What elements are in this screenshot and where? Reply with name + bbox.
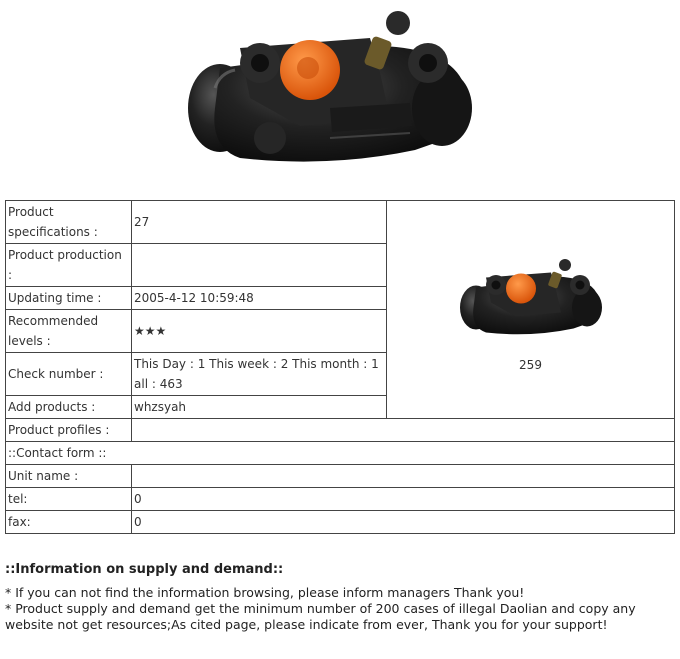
- profiles-value: [132, 419, 675, 442]
- check-number-value: This Day : 1 This week : 2 This month : 1 all : 463: [132, 353, 387, 396]
- recommended-stars: ★★★: [132, 310, 387, 353]
- contact-form-header: ::Contact form ::: [6, 442, 675, 465]
- unit-name-value: [132, 465, 675, 488]
- spec-label: Product specifications :: [6, 201, 132, 244]
- updating-time-label: Updating time :: [6, 287, 132, 310]
- info-line-2: * Product supply and demand get the minimum number of 200 cases of illegal Daolian and copy any website not get resources;As cited page, please indicate from ever, Thank you for your support!: [5, 601, 636, 632]
- fax-label: fax:: [6, 511, 132, 534]
- profiles-label: Product profiles :: [6, 419, 132, 442]
- recommended-label: Recommended levels :: [6, 310, 132, 353]
- production-label: Product production :: [6, 244, 132, 287]
- fax-value: 0: [132, 511, 675, 534]
- product-photo-large: [180, 8, 480, 178]
- product-details-table: [5, 200, 675, 534]
- add-products-label: Add products :: [6, 396, 132, 419]
- thumbnail-caption: 259: [519, 357, 542, 372]
- info-title: ::Information on supply and demand::: [5, 562, 284, 577]
- updating-time-value: 2005-4-12 10:59:48: [132, 287, 387, 310]
- unit-name-label: Unit name :: [6, 465, 132, 488]
- product-thumbnail-cell: [387, 201, 675, 419]
- add-products-value: whzsyah: [132, 396, 387, 419]
- tel-label: tel:: [6, 488, 132, 511]
- product-photo-thumbnail[interactable]: [456, 245, 606, 355]
- info-line-1: * If you can not find the information browsing, please inform managers Thank you!: [5, 585, 525, 600]
- production-value: [132, 244, 387, 287]
- tel-value: 0: [132, 488, 675, 511]
- spec-value: 27: [132, 201, 387, 244]
- check-number-label: Check number :: [6, 353, 132, 396]
- supply-demand-info: [5, 562, 675, 633]
